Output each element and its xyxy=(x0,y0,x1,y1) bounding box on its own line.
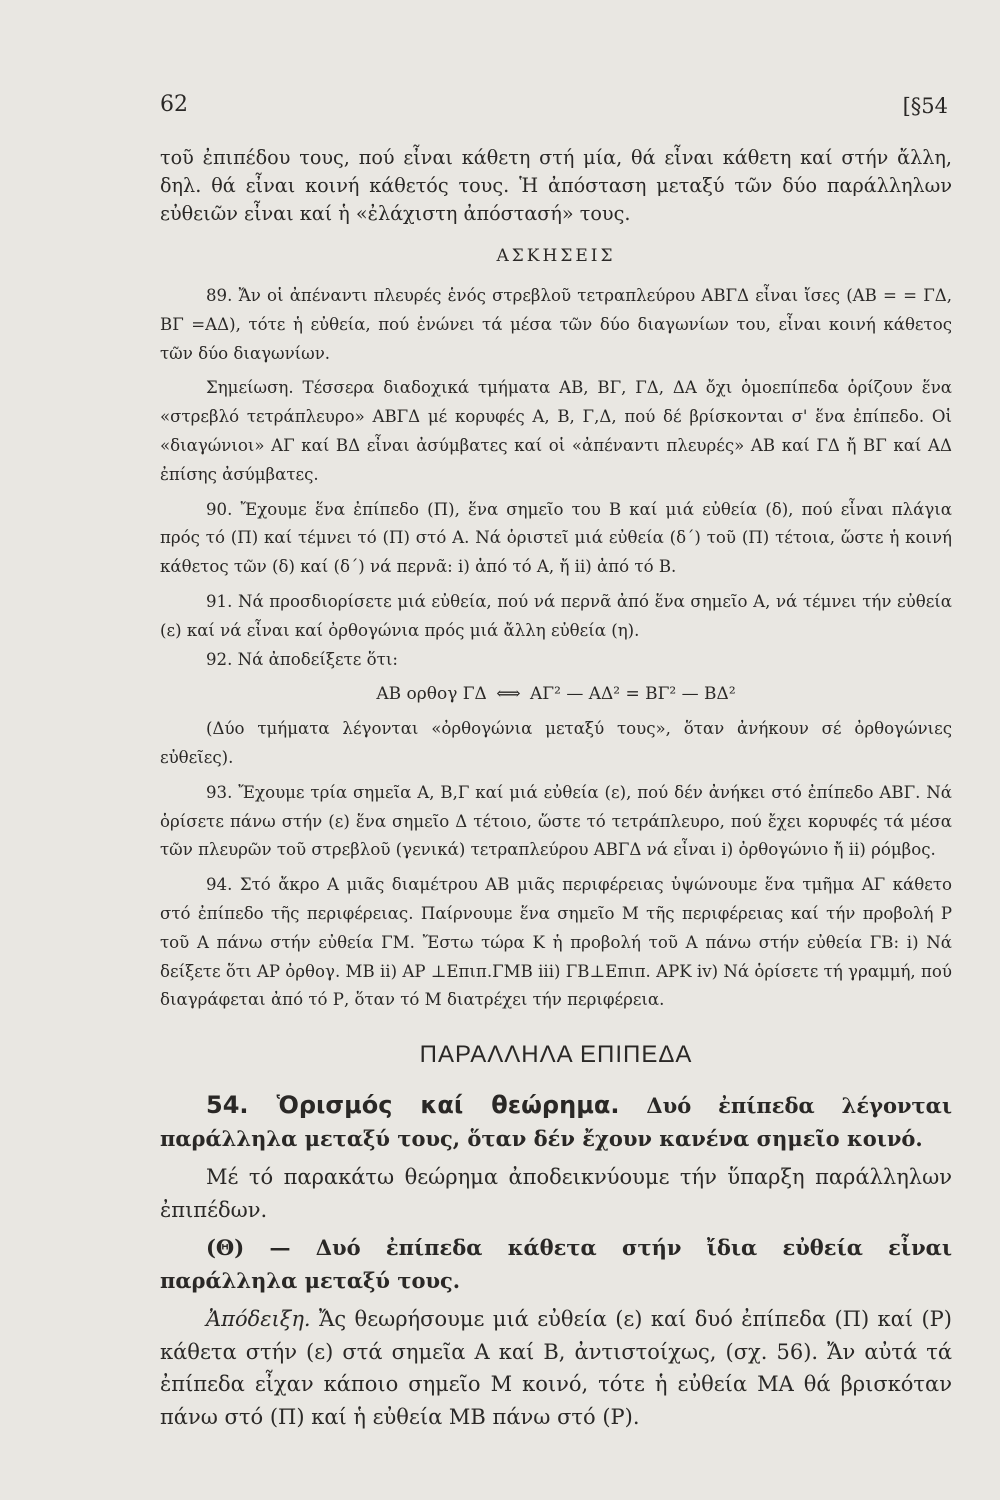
section-reference: [§54 xyxy=(902,94,948,118)
exercise-91: 91. Νά προσδιορίσετε μιά εὐθεία, πού νά περνᾶ ἀπό ἕνα σημεῖο Α, νά τέμνει τήν εὐθεία (ε) καί νά εἶναι καί ὀρθογώνια πρός μιά ἄλλη εὐθεία (η). xyxy=(160,591,952,640)
proof-label: Ἀπόδειξη. xyxy=(206,1307,311,1332)
parallel-planes-heading: ΠΑΡΑΛΛΗΛΑ ΕΠΙΠΕΔΑ xyxy=(419,1041,693,1069)
exercise-89: 89. Ἄν οἱ ἀπέναντι πλευρές ἑνός στρεβλοῦ τετραπλεύρου ΑΒΓΔ εἶναι ἴσες (ΑΒ = = ΓΔ, ΒΓ =ΑΔ), τότε ἡ εὐθεία, πού ἑνώνει τά μέσα τῶν δύο διαγωνίων του, εἶναι κοινή κάθετος τῶν δύο διαγωνίων. xyxy=(160,286,952,363)
intro-paragraph: τοῦ ἐπιπέδου τους, πού εἶναι κάθετη στή μία, θά εἶναι κάθετη καί στήν ἄλλη, δηλ. θά εἶναι κοινή κάθετός τους. Ἡ ἀπόσταση μεταξύ τῶν δύο παράλληλων εὐθειῶν εἶναι καί ἡ «ἐλάχιστη ἀπόστασή» τους. xyxy=(160,146,952,225)
section-54-title: 54. Ὁρισμός καί θεώρημα. xyxy=(206,1091,620,1120)
section-54-definition xyxy=(160,1089,952,1155)
exercise-94: 94. Στό ἄκρο Α μιᾶς διαμέτρου ΑΒ μιᾶς περιφέρειας ὑψώνουμε ἕνα τμῆμα ΑΓ κάθετο στό ἐπίπεδο τῆς περιφέρειας. Παίρνουμε ἕνα σημεῖο Μ τῆς περιφέρειας καί τήν προβολή Ρ τοῦ Α πάνω στήν εὐθεία ΓΜ. Ἔστω τώρα Κ ἡ προβολή τοῦ Α πάνω στήν εὐθεία ΓΒ: i) Νά δείξετε ὅτι ΑΡ ὀρθογ. ΜΒ ii) ΑΡ ⊥Επιπ.ΓΜΒ iii) ΓΒ⊥Επιπ. ΑΡΚ iv) Νά ὁρίσετε τή γραμμή, πού διαγράφεται ἀπό τό Ρ, ὅταν τό Μ διατρέχει τήν περιφέρεια. xyxy=(160,875,952,1010)
equivalence-arrow-icon: ⟺ xyxy=(496,684,521,705)
exercise-92: 92. Νά ἀποδείξετε ὅτι: xyxy=(206,649,398,669)
exercise-92-note: (Δύο τμήματα λέγονται «ὀρθογώνια μεταξύ τους», ὅταν ἀνήκουν σέ ὀρθογώνιες εὐθεῖες). xyxy=(160,719,952,767)
page-header xyxy=(160,92,948,126)
note-text: Τέσσερα διαδοχικά τμήματα ΑΒ, ΒΓ, ΓΔ, ΔΑ ὄχι ὁμοεπίπεδα ὁρίζουν ἕνα «στρεβλό τετράπλευρο» ΑΒΓΔ μέ κορυφές Α, Β, Γ,Δ, πού δέ βρίσκονται σ' ἕνα ἐπίπεδο. Οἱ «διαγώνιοι» ΑΓ καί ΒΔ εἶναι ἀσύμβατες καί οἱ «ἀπέναντι πλευρές» ΑΒ καί ΓΔ ἤ ΒΓ καί ΑΔ ἐπίσης ἀσύμβατες. xyxy=(160,378,952,484)
page-number: 62 xyxy=(160,92,188,117)
exercises-block xyxy=(160,282,952,1015)
exercise-92-formula xyxy=(160,680,952,709)
exercise-93: 93. Ἔχουμε τρία σημεῖα Α, Β,Γ καί μιά εὐθεία (ε), πού δέν ἀνήκει στό ἐπίπεδο ΑΒΓ. Νά ὁρίσετε πάνω στήν (ε) ἕνα σημεῖο Δ τέτοιο, ὥστε τό τετράπλευρο, πού ἔχει κορυφές τά μέσα τῶν πλευρῶν τοῦ στρεβλοῦ (γενικά) τετραπλεύρου ΑΒΓΔ νά εἶναι i) ὀρθογώνιο ἤ ii) ρόμβος. xyxy=(160,782,952,860)
note-label: Σημείωση. xyxy=(206,378,294,398)
exercise-note xyxy=(160,374,952,489)
formula-right: ΑΓ² — ΑΔ² = ΒΓ² — ΒΔ² xyxy=(530,684,736,705)
proof-paragraph xyxy=(160,1303,952,1433)
proof-text: Ἄς θεωρήσουμε μιά εὐθεία (ε) καί δυό ἐπίπεδα (Π) καί (Ρ) κάθετα στήν (ε) στά σημεῖα Α καί Β, ἀντιστοίχως, (σχ. 56). Ἄν αὐτά τά ἐπίπεδα εἶχαν κάποιο σημεῖο Μ κοινό, τότε ἡ εὐθεία ΜΑ θά βρισκόταν πάνω στό (Π) καί ἡ εὐθεία ΜΒ πάνω στό (Ρ). xyxy=(160,1307,952,1429)
theorem-statement: (Θ) — Δυό ἐπίπεδα κάθετα στήν ἴδια εὐθεία εἶναι παράλληλα μεταξύ τους. xyxy=(160,1235,952,1293)
exercise-90: 90. Ἔχουμε ἕνα ἐπίπεδο (Π), ἕνα σημεῖο του Β καί μιά εὐθεία (δ), πού εἶναι πλάγια πρός τό (Π) καί τέμνει τό (Π) στό Α. Νά ὁριστεῖ μιά εὐθεία (δ΄) τοῦ (Π) τέτοια, ὥστε ἡ κοινή κάθετος τῶν (δ) καί (δ΄) νά περνᾶ: i) ἀπό τό Α, ἤ ii) ἀπό τό Β. xyxy=(160,499,952,577)
page-body xyxy=(160,144,952,1433)
exercises-heading: ΑΣΚΗΣΕΙΣ xyxy=(496,246,616,266)
formula-left: ΑΒ ορθογ ΓΔ xyxy=(376,684,487,705)
section-54 xyxy=(160,1089,952,1433)
section-54-intro: Μέ τό παρακάτω θεώρημα ἀποδεικνύουμε τήν ὕπαρξη παράλληλων ἐπιπέδων. xyxy=(160,1165,952,1222)
definition-text: Δυό ἐπίπεδα λέγονται παράλληλα μεταξύ τους, ὅταν δέν ἔχουν κανένα σημεῖο κοινό. xyxy=(160,1093,952,1151)
